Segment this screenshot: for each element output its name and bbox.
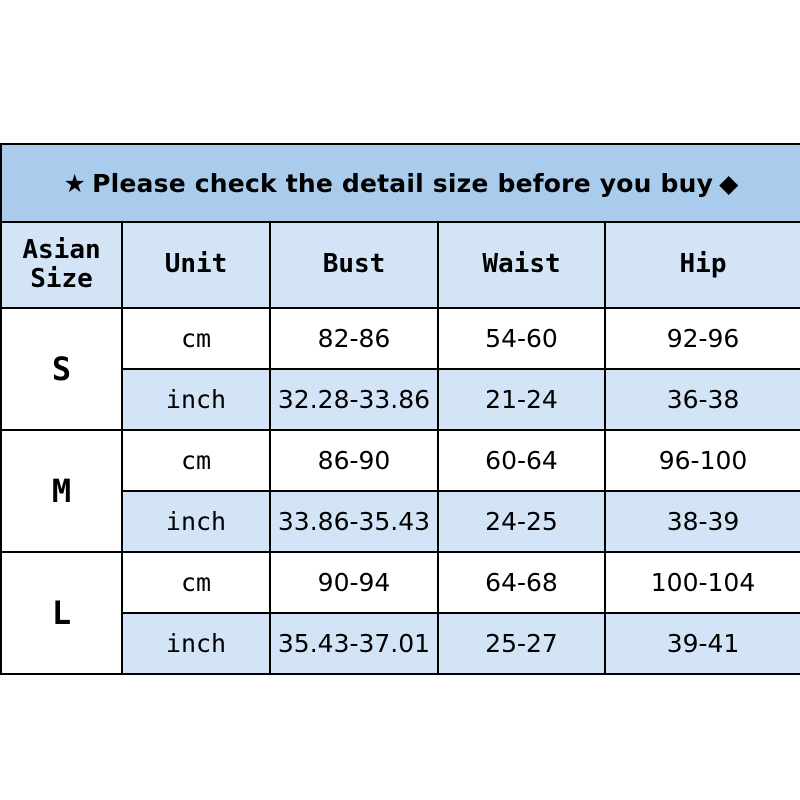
star-icon: ★: [63, 168, 87, 198]
banner-row: [1, 144, 800, 222]
hip-cm-l: 100-104: [605, 552, 800, 613]
hip-cm-s: 92-96: [605, 308, 800, 369]
banner-text: Please check the detail size before you buy: [92, 168, 714, 198]
size-label-s: S: [1, 308, 122, 430]
banner-cell: [1, 144, 800, 222]
bust-inch-l: 35.43-37.01: [270, 613, 438, 674]
bust-inch-m: 33.86-35.43: [270, 491, 438, 552]
table-row: [1, 308, 800, 369]
header-asian-size: [1, 222, 122, 308]
waist-cm-l: 64-68: [438, 552, 605, 613]
size-chart-container: [0, 143, 800, 675]
unit-cm-m: cm: [122, 430, 270, 491]
hip-inch-m: 38-39: [605, 491, 800, 552]
header-asian-size-line1: Asian: [22, 234, 101, 265]
waist-inch-s: 21-24: [438, 369, 605, 430]
table-row: [1, 430, 800, 491]
header-hip: Hip: [605, 222, 800, 308]
unit-inch-m: inch: [122, 491, 270, 552]
bust-cm-s: 82-86: [270, 308, 438, 369]
unit-cm-l: cm: [122, 552, 270, 613]
hip-cm-m: 96-100: [605, 430, 800, 491]
hip-inch-s: 36-38: [605, 369, 800, 430]
waist-cm-s: 54-60: [438, 308, 605, 369]
bust-inch-s: 32.28-33.86: [270, 369, 438, 430]
unit-inch-s: inch: [122, 369, 270, 430]
table-row: [1, 552, 800, 613]
unit-inch-l: inch: [122, 613, 270, 674]
header-bust: Bust: [270, 222, 438, 308]
waist-inch-m: 24-25: [438, 491, 605, 552]
bust-cm-m: 86-90: [270, 430, 438, 491]
size-label-m: M: [1, 430, 122, 552]
header-asian-size-line2: Size: [30, 264, 93, 294]
diamond-icon: ◆: [719, 168, 739, 198]
unit-cm-s: cm: [122, 308, 270, 369]
bust-cm-l: 90-94: [270, 552, 438, 613]
size-label-l: L: [1, 552, 122, 674]
hip-inch-l: 39-41: [605, 613, 800, 674]
waist-cm-m: 60-64: [438, 430, 605, 491]
size-table: [0, 143, 800, 675]
table-header-row: [1, 222, 800, 308]
header-waist: Waist: [438, 222, 605, 308]
waist-inch-l: 25-27: [438, 613, 605, 674]
header-unit: Unit: [122, 222, 270, 308]
